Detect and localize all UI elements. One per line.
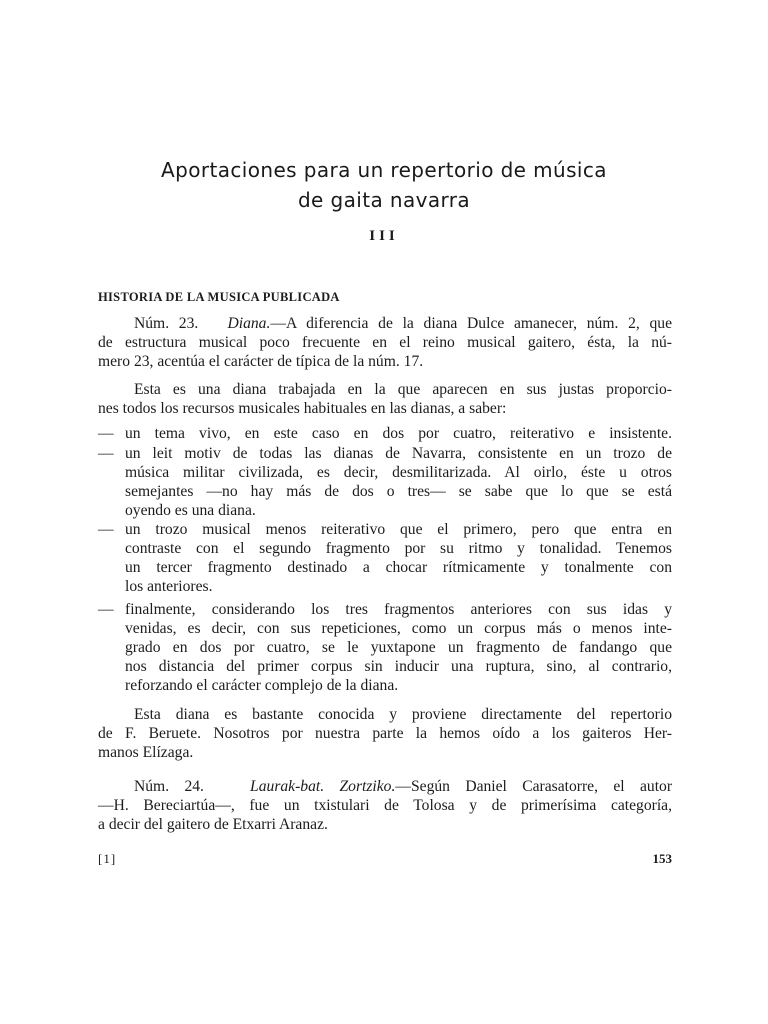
list-item-line: finalmente, considerando los tres fragmentos anteriores con sus idas y bbox=[125, 601, 672, 618]
list-item-line: un tema vivo, en este caso en dos por cuatro, reiterativo e insistente. bbox=[125, 425, 672, 442]
paragraph-line: Esta es una diana trabajada en la que aparecen en sus justas proporcio- bbox=[134, 381, 672, 398]
list-dash: — bbox=[98, 445, 114, 462]
entry-number: Núm. 24. bbox=[134, 778, 204, 795]
paragraph-line: nes todos los recursos musicales habituales en las dianas, a saber: bbox=[98, 400, 507, 417]
entry-title: Diana. bbox=[227, 315, 271, 332]
paragraph-line: Esta diana es bastante conocida y proviene directamente del repertorio bbox=[134, 706, 672, 723]
list-dash: — bbox=[98, 521, 114, 538]
list-item-line: semejantes —no hay más de dos o tres— se sabe que lo que se está bbox=[125, 483, 672, 500]
list-item-line: un leit motiv de todas las dianas de Navarra, consistente en un trozo de bbox=[125, 445, 672, 462]
paragraph-text: —A diferencia de la diana Dulce amanecer, núm. 2, que bbox=[270, 315, 672, 332]
paragraph-line: de F. Beruete. Nosotros por nuestra parte la hemos oído a los gaiteros Her- bbox=[98, 725, 672, 742]
paragraph-num-24 bbox=[98, 777, 672, 834]
list-item-line: reforzando el carácter complejo de la diana. bbox=[125, 677, 399, 694]
entry-number: Núm. 23. bbox=[134, 315, 199, 332]
list-item-line: los anteriores. bbox=[125, 578, 213, 595]
list-dash: — bbox=[98, 601, 114, 618]
list-item-line: un trozo musical menos reiterativo que el primero, pero que entra en bbox=[125, 521, 672, 538]
entry-title: Laurak-bat. Zortziko. bbox=[250, 778, 396, 795]
paragraph-line: manos Elízaga. bbox=[98, 744, 194, 761]
paragraph-line: —H. Bereciartúa—, fue un txistulari de Tolosa y de primerísima categoría, bbox=[98, 797, 672, 814]
title-line-1: Aportaciones para un repertorio de música bbox=[161, 158, 607, 182]
section-heading: HISTORIA DE LA MUSICA PUBLICADA bbox=[98, 290, 340, 304]
paragraph-intro bbox=[98, 380, 672, 418]
paragraph-line: mero 23, acentúa el carácter de típica de la núm. 17. bbox=[98, 353, 424, 370]
paragraph-line: a decir del gaitero de Etxarri Aranaz. bbox=[98, 816, 328, 833]
paragraph-source bbox=[98, 705, 672, 762]
page-number: 153 bbox=[652, 851, 672, 866]
list-item-line: un tercer fragmento destinado a chocar rítmicamente y tonalmente con bbox=[125, 559, 672, 576]
paragraph-line bbox=[98, 314, 672, 333]
paragraph-text: —Según Daniel Carasatorre, el autor bbox=[395, 778, 673, 795]
list-item-line: contraste con el segundo fragmento por su ritmo y tonalidad. Tenemos bbox=[125, 540, 672, 557]
paragraph-line: de estructura musical poco frecuente en el reino musical gaitero, ésta, la nú- bbox=[98, 334, 672, 351]
list-item-line: música militar civilizada, es decir, desmilitarizada. Al oirlo, éste u otros bbox=[125, 464, 672, 481]
folio-number: [1] bbox=[98, 851, 117, 866]
part-numeral: III bbox=[369, 228, 399, 244]
list-item-line: oyendo es una diana. bbox=[125, 502, 256, 519]
list-dash: — bbox=[98, 425, 114, 442]
paragraph-num-23 bbox=[98, 314, 672, 371]
paragraph-line bbox=[98, 777, 672, 796]
list-item-line: venidas, es decir, con sus repeticiones, como un corpus más o menos inte- bbox=[125, 620, 672, 637]
list-item-line: grado en dos por cuatro, se le yuxtapone un fragmento de fandango que bbox=[125, 639, 672, 656]
list-item-line: nos distancia del primer corpus sin inducir una ruptura, sino, al contrario, bbox=[125, 658, 672, 675]
title-line-2: de gaita navarra bbox=[297, 188, 471, 212]
